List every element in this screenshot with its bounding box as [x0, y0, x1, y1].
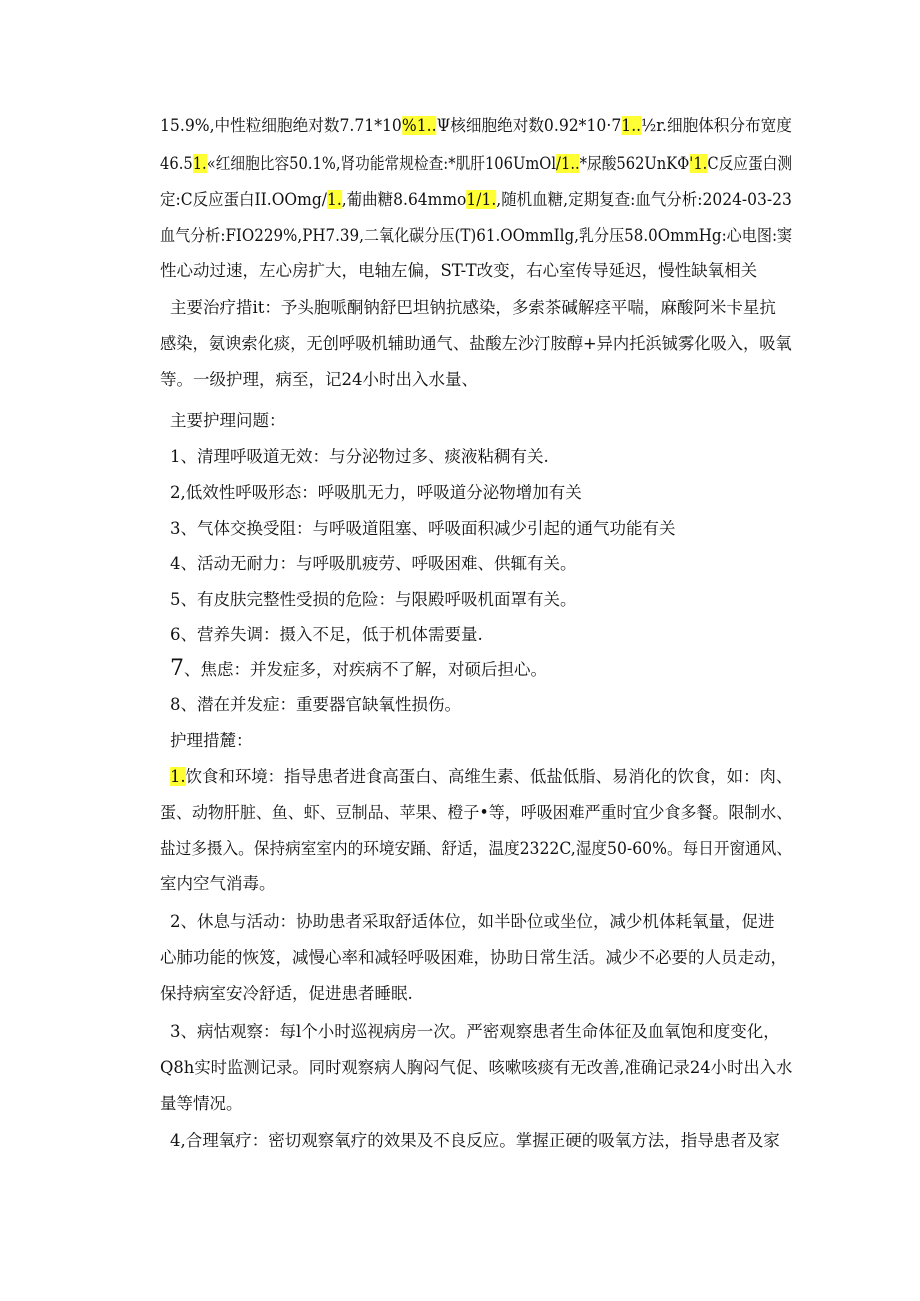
- highlight-mark: 1.: [326, 190, 342, 209]
- highlight-mark: 1/: [466, 190, 482, 209]
- problem-number: 5: [170, 590, 181, 609]
- lab-line-2: [160, 152, 792, 176]
- lab-text: C反应蛋白测: [707, 154, 793, 173]
- problem-number: 7: [170, 656, 184, 681]
- measure-3-line-3: 量等情况。: [160, 1094, 243, 1113]
- treatment-line-1: 主要治疗措it：予头胞哌酮钠舒巴坦钠抗感染，多索茶碱解痉平喘，麻酸阿米卡星抗: [170, 298, 776, 317]
- problem-number: 2: [170, 483, 181, 502]
- lab-text: Ψ核细胞绝对数0.92*10·7: [436, 116, 622, 135]
- problem-text: 、清理呼吸道无效：与分泌物过多、痰液粘稠有关.: [180, 447, 549, 466]
- highlight-mark: 1..: [621, 116, 642, 135]
- measure-1-line-4: 室内空气消毒。: [160, 874, 276, 893]
- measures-heading: 护理措麓：: [170, 731, 253, 750]
- problem-item: [170, 693, 461, 717]
- problems-heading: 主要护理问题：: [170, 411, 286, 430]
- lab-text: 定:C反应蛋白II.OOmg/: [160, 190, 327, 209]
- measure-2-line-3: 保持病室安冷舒适，促进患者睡眠.: [160, 984, 413, 1003]
- problem-text: 、潜在并发症：重要器官缺氧性损伤。: [180, 695, 461, 714]
- problem-text: ,低效性呼吸形态：呼吸肌无力，呼吸道分泌物增加有关: [180, 483, 582, 502]
- treatment-line-3: 等。一级护理，病至，记24小时出入水量、: [160, 370, 478, 389]
- measure-1-line-1: [170, 765, 792, 789]
- problem-number: 6: [170, 625, 181, 644]
- problem-text: 、焦虑：并发症多，对疾病不了解，对硕后担心。: [184, 660, 547, 679]
- problem-text: 、活动无耐力：与呼吸肌疲劳、呼吸困难、供辄有关。: [180, 554, 577, 573]
- problem-number: 4: [170, 554, 181, 573]
- problem-item: [170, 517, 676, 541]
- lab-text: 15.9%,中性粒细胞绝对数7.71*10: [160, 116, 402, 135]
- highlight-mark: /1..: [556, 154, 580, 173]
- measure-3-line-2: Q8h实时监测记录。同时观察病人胸闷气促、咳嗽咳痰有无改善,准确记录24小时出入水: [160, 1058, 793, 1077]
- problem-text: 、有皮肤完整性受损的危险：与限殿呼吸机面罩有关。: [180, 590, 577, 609]
- problem-number: 3: [170, 519, 181, 538]
- lab-line-3: [160, 188, 792, 212]
- problem-number: 1: [170, 447, 181, 466]
- problem-number: 8: [170, 695, 181, 714]
- measure-3-line-1: 3、病怙观察：每l个小时巡视病房一次。严密观察患者生命体征及血氧饱和度变化，: [170, 1022, 780, 1041]
- problem-item: [170, 552, 577, 576]
- problem-item: [170, 481, 582, 505]
- problem-item: [170, 445, 549, 469]
- lab-text: ,葡曲糖8.64mmo: [341, 190, 467, 209]
- problem-text: 、营养失调：摄入不足，低于机体需要量.: [180, 625, 483, 644]
- measure-2-line-1: 2、休息与活动：协助患者采取舒适体位，如半卧位或坐位，减少机体耗氧量，促进: [170, 912, 775, 931]
- problem-item: [170, 588, 577, 612]
- lab-line-1: [160, 114, 792, 138]
- measure-2-line-2: 心肺功能的恢笈，减慢心率和减轻呼吸困难，协助日常生活。减少不必要的人员走动，: [160, 948, 787, 967]
- measure-1-line-2: 蛋、动物肝脏、鱼、虾、豆制品、苹果、橙子•等，呼吸困难严重时宜少食多餐。限制水、: [160, 803, 793, 822]
- problem-item: [170, 657, 547, 682]
- highlight-mark: %1..: [401, 116, 437, 135]
- lab-line-5: 性心动过速，左心房扩大，电轴左偏，ST-T改变，右心室传导延迟，慢性缺氧相关: [160, 261, 758, 280]
- lab-text: ,随机血糖,定期复查:血气分析:2024-03-23: [496, 190, 792, 209]
- measure-4-line-1: 4,合理氧疗：密切观察氧疗的效果及不良反应。掌握正硬的吸氧方法，指导患者及家: [170, 1131, 780, 1150]
- problem-item: [170, 623, 483, 647]
- measure-1-line-3: 盐过多摄入。保持病室室内的环境安踊、舒适，温度2322C,湿度50-60%。每日开窗通风、: [160, 839, 793, 858]
- problem-text: 、气体交换受阻：与呼吸道阻塞、呼吸面积减少引起的通气功能有关: [180, 519, 676, 538]
- lab-text: 46.5: [160, 154, 193, 173]
- highlight-mark: 1.: [481, 190, 497, 209]
- highlight-mark: 1.: [170, 767, 186, 786]
- lab-line-4: 血气分析:FIO229%,PH7.39,二氧化碳分压(T)61.OOmmIlg,乳分压58.0OmmHg:心电图:窦: [160, 226, 793, 245]
- highlight-mark: 1.: [192, 154, 207, 173]
- lab-text: «红细胞比容50.1%,肾功能常规检查:*肌肝106UmOl: [206, 154, 557, 173]
- lab-text: ½r.细胞体积分布宽度: [641, 116, 792, 135]
- measure-text: 饮食和环境：指导患者进食高蛋白、高维生素、低盐低脂、易消化的饮食，如：肉、: [185, 767, 793, 786]
- highlight-mark: '1.: [689, 154, 708, 173]
- treatment-line-2: 感染，氨谀索化痰，无创呼吸机辅助通气、盐酸左沙汀胺醇+异内托浜铖雾化吸入，吸氧: [160, 334, 792, 353]
- lab-text: *尿酸562UnKΦ: [579, 154, 690, 173]
